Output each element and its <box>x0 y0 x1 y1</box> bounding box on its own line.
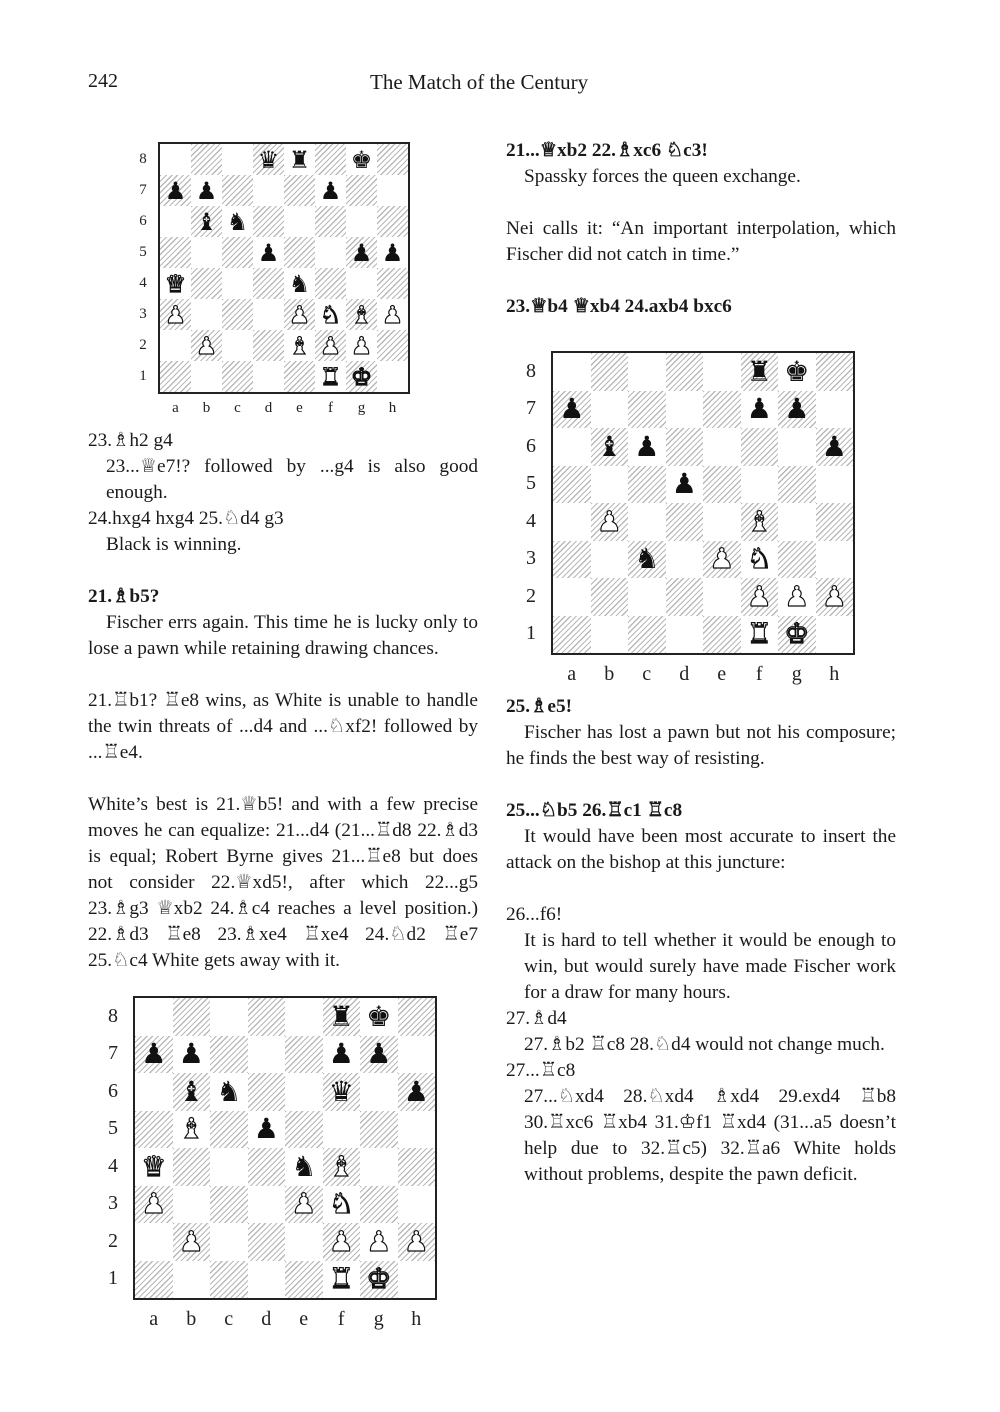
black-pawn-icon: ♟ <box>164 176 187 205</box>
square-c4 <box>628 503 666 541</box>
square-h7 <box>816 391 854 429</box>
square-e7 <box>284 175 315 206</box>
square-e7 <box>703 391 741 429</box>
square-d6 <box>666 428 704 466</box>
white-knight-icon: ♞ <box>746 542 772 576</box>
square-e5 <box>703 466 741 504</box>
move-line: 27...♖c8 <box>506 1060 576 1081</box>
square-a5 <box>553 466 591 504</box>
square-c3 <box>222 299 253 330</box>
square-a1 <box>160 361 191 392</box>
square-b5 <box>191 237 222 268</box>
white-bishop-icon: ♝ <box>178 1112 204 1146</box>
square-e6 <box>285 1073 323 1111</box>
black-bishop-icon: ♝ <box>195 207 218 236</box>
square-c2 <box>222 330 253 361</box>
white-pawn-icon: ♟ <box>319 331 342 360</box>
file-label: f <box>755 663 763 685</box>
right-column-top <box>506 138 896 320</box>
square-g6 <box>346 206 377 237</box>
file-label: b <box>604 663 615 685</box>
square-h4 <box>816 503 854 541</box>
rank-label: 2 <box>526 584 536 607</box>
square-b8 <box>191 144 222 175</box>
square-f5 <box>323 1111 361 1149</box>
square-c5 <box>628 466 666 504</box>
square-a4 <box>553 503 591 541</box>
square-c8 <box>222 144 253 175</box>
square-e6 <box>284 206 315 237</box>
square-a6 <box>553 428 591 466</box>
file-label: a <box>172 400 179 416</box>
rank-label: 7 <box>526 397 536 420</box>
square-c8 <box>210 998 248 1036</box>
rank-label: 4 <box>139 274 147 291</box>
square-d1 <box>248 1261 286 1299</box>
square-c7 <box>222 175 253 206</box>
square-f8 <box>315 144 346 175</box>
white-pawn-icon: ♟ <box>328 1224 354 1258</box>
square-g5 <box>360 1111 398 1149</box>
square-d4 <box>253 268 284 299</box>
square-e4 <box>703 503 741 541</box>
file-label: f <box>328 400 333 416</box>
square-g4 <box>778 503 816 541</box>
square-f4 <box>315 268 346 299</box>
square-h5 <box>816 466 854 504</box>
move-heading: 21...♕xb2 22.♗xc6 ♘c3! <box>506 140 708 161</box>
square-h7 <box>398 1036 436 1074</box>
left-column <box>88 428 478 974</box>
chessboard <box>551 351 855 655</box>
white-pawn-icon: ♟ <box>381 300 404 329</box>
square-a2 <box>160 330 191 361</box>
black-pawn-icon: ♟ <box>403 1074 429 1108</box>
square-e7 <box>285 1036 323 1074</box>
white-king-icon: ♚ <box>784 617 810 651</box>
move-line: 26...f6! <box>506 904 563 925</box>
square-g6 <box>360 1073 398 1111</box>
annotation: 21.♖b1? ♖e8 wins, as White is unable to handle the twin threats of ...d4 and ...♘xf2! followed by ...♖e4. <box>88 690 478 763</box>
black-pawn-icon: ♟ <box>350 238 373 267</box>
square-e2 <box>285 1223 323 1261</box>
rank-label: 6 <box>108 1079 118 1102</box>
square-f5 <box>315 237 346 268</box>
square-a5 <box>135 1111 173 1149</box>
square-a8 <box>553 353 591 391</box>
white-king-icon: ♚ <box>350 362 373 391</box>
file-label: h <box>411 1308 422 1330</box>
black-pawn-icon: ♟ <box>195 176 218 205</box>
square-e8 <box>285 998 323 1036</box>
square-h5 <box>398 1111 436 1149</box>
white-king-icon: ♚ <box>366 1262 392 1296</box>
file-label: c <box>234 400 241 416</box>
square-d7 <box>666 391 704 429</box>
white-pawn-icon: ♟ <box>178 1224 204 1258</box>
white-pawn-icon: ♟ <box>403 1224 429 1258</box>
file-label: a <box>567 663 577 685</box>
rank-label: 3 <box>108 1192 118 1215</box>
square-b4 <box>191 268 222 299</box>
black-pawn-icon: ♟ <box>559 392 585 426</box>
white-pawn-icon: ♟ <box>366 1224 392 1258</box>
square-e1 <box>703 616 741 654</box>
annotation: 27.♗b2 ♖c8 28.♘d4 would not change much. <box>524 1034 885 1055</box>
square-h1 <box>377 361 408 392</box>
square-c7 <box>210 1036 248 1074</box>
square-a1 <box>135 1261 173 1299</box>
square-b3 <box>591 541 629 579</box>
file-label: b <box>186 1308 197 1330</box>
rank-label: 1 <box>139 367 147 384</box>
white-pawn-icon: ♟ <box>141 1187 167 1221</box>
black-pawn-icon: ♟ <box>821 429 847 463</box>
square-b1 <box>191 361 222 392</box>
move-line: 27.♗d4 <box>506 1008 567 1029</box>
square-h1 <box>398 1261 436 1299</box>
black-pawn-icon: ♟ <box>141 1037 167 1071</box>
white-bishop-icon: ♝ <box>328 1149 354 1183</box>
black-bishop-icon: ♝ <box>178 1074 204 1108</box>
rank-label: 5 <box>526 472 536 495</box>
white-rook-icon: ♜ <box>319 362 342 391</box>
black-king-icon: ♚ <box>366 999 392 1033</box>
square-d8 <box>666 353 704 391</box>
black-rook-icon: ♜ <box>288 145 311 174</box>
square-a8 <box>135 998 173 1036</box>
white-pawn-icon: ♟ <box>709 542 735 576</box>
file-label: a <box>149 1308 159 1330</box>
black-pawn-icon: ♟ <box>319 176 342 205</box>
square-c4 <box>222 268 253 299</box>
square-d7 <box>248 1036 286 1074</box>
square-b8 <box>173 998 211 1036</box>
file-label: d <box>261 1308 272 1330</box>
white-knight-icon: ♞ <box>319 300 342 329</box>
square-e6 <box>703 428 741 466</box>
rank-label: 4 <box>526 509 536 532</box>
file-label: c <box>642 663 652 685</box>
black-knight-icon: ♞ <box>291 1149 317 1183</box>
move-line: 23.♗h2 g4 <box>88 430 173 451</box>
annotation: Black is winning. <box>106 534 242 555</box>
square-h4 <box>398 1148 436 1186</box>
square-a2 <box>553 578 591 616</box>
square-d3 <box>666 541 704 579</box>
square-c5 <box>210 1111 248 1149</box>
black-pawn-icon: ♟ <box>671 467 697 501</box>
black-rook-icon: ♜ <box>746 354 772 388</box>
square-c2 <box>210 1223 248 1261</box>
black-king-icon: ♚ <box>350 145 373 174</box>
file-label: g <box>357 400 366 416</box>
move-heading: 25.♗e5! <box>506 696 573 717</box>
black-pawn-icon: ♟ <box>178 1037 204 1071</box>
square-g4 <box>360 1148 398 1186</box>
black-pawn-icon: ♟ <box>253 1112 279 1146</box>
square-a6 <box>160 206 191 237</box>
black-pawn-icon: ♟ <box>328 1037 354 1071</box>
file-label: f <box>337 1308 345 1330</box>
rank-label: 5 <box>139 243 147 260</box>
square-d2 <box>666 578 704 616</box>
square-g3 <box>360 1186 398 1224</box>
square-h8 <box>377 144 408 175</box>
white-queen-icon: ♛ <box>164 269 187 298</box>
square-e8 <box>703 353 741 391</box>
white-pawn-icon: ♟ <box>291 1187 317 1221</box>
rank-label: 7 <box>108 1042 118 1065</box>
square-c8 <box>628 353 666 391</box>
chessboard <box>133 996 437 1300</box>
square-b8 <box>591 353 629 391</box>
black-knight-icon: ♞ <box>226 207 249 236</box>
rank-label: 8 <box>139 150 147 167</box>
square-f6 <box>315 206 346 237</box>
square-c3 <box>210 1186 248 1224</box>
file-label: e <box>296 400 303 416</box>
black-pawn-icon: ♟ <box>366 1037 392 1071</box>
square-b4 <box>173 1148 211 1186</box>
white-bishop-icon: ♝ <box>288 331 311 360</box>
black-bishop-icon: ♝ <box>596 429 622 463</box>
black-pawn-icon: ♟ <box>746 392 772 426</box>
square-b3 <box>173 1186 211 1224</box>
white-pawn-icon: ♟ <box>164 300 187 329</box>
annotation: Fischer errs again. This time he is lucky only to lose a pawn while retaining drawing chances. <box>88 612 478 659</box>
annotation: Nei calls it: “An important interpolation, which Fischer did not catch in time.” <box>506 218 896 265</box>
black-queen-icon: ♛ <box>328 1074 354 1108</box>
black-pawn-icon: ♟ <box>784 392 810 426</box>
square-e1 <box>284 361 315 392</box>
square-b3 <box>191 299 222 330</box>
file-label: d <box>679 663 690 685</box>
rank-label: 2 <box>139 336 147 353</box>
running-head: The Match of the Century <box>370 70 589 94</box>
rank-label: 3 <box>139 305 147 322</box>
black-knight-icon: ♞ <box>288 269 311 298</box>
square-b7 <box>591 391 629 429</box>
file-label: g <box>791 663 802 685</box>
square-d1 <box>666 616 704 654</box>
move-heading: 25...♘b5 26.♖c1 ♖c8 <box>506 800 683 821</box>
square-h6 <box>377 206 408 237</box>
square-g4 <box>346 268 377 299</box>
file-label: c <box>224 1308 234 1330</box>
file-label: h <box>388 400 397 416</box>
square-h7 <box>377 175 408 206</box>
file-label: d <box>264 400 273 416</box>
square-d4 <box>248 1148 286 1186</box>
white-pawn-icon: ♟ <box>596 504 622 538</box>
square-d3 <box>253 299 284 330</box>
black-knight-icon: ♞ <box>216 1074 242 1108</box>
square-b1 <box>591 616 629 654</box>
white-pawn-icon: ♟ <box>288 300 311 329</box>
square-h8 <box>816 353 854 391</box>
annotation: Fischer has lost a pawn but not his composure; he finds the best way of resisting. <box>506 722 896 769</box>
rank-label: 2 <box>108 1229 118 1252</box>
square-a2 <box>135 1223 173 1261</box>
square-b5 <box>591 466 629 504</box>
annotation: 23...♕e7!? followed by ...g4 is also good enough. <box>106 456 478 503</box>
square-a3 <box>553 541 591 579</box>
white-pawn-icon: ♟ <box>784 579 810 613</box>
square-c1 <box>628 616 666 654</box>
square-h1 <box>816 616 854 654</box>
white-rook-icon: ♜ <box>328 1262 354 1296</box>
page-number: 242 <box>88 70 118 92</box>
rank-label: 5 <box>108 1117 118 1140</box>
square-f6 <box>741 428 779 466</box>
square-a8 <box>160 144 191 175</box>
square-h4 <box>377 268 408 299</box>
file-label: h <box>829 663 840 685</box>
annotation: It would have been most accurate to insert the attack on the bishop at this juncture: <box>506 826 896 873</box>
square-g6 <box>778 428 816 466</box>
square-h3 <box>398 1186 436 1224</box>
square-d2 <box>248 1223 286 1261</box>
black-king-icon: ♚ <box>784 354 810 388</box>
black-pawn-icon: ♟ <box>634 429 660 463</box>
square-d1 <box>253 361 284 392</box>
move-heading: 23.♕b4 ♕xb4 24.axb4 bxc6 <box>506 296 732 317</box>
white-pawn-icon: ♟ <box>350 331 373 360</box>
white-pawn-icon: ♟ <box>821 579 847 613</box>
move-line: 24.hxg4 hxg4 25.♘d4 g3 <box>88 508 284 529</box>
right-column-bottom <box>506 694 896 1188</box>
square-h3 <box>816 541 854 579</box>
rank-label: 8 <box>526 359 536 382</box>
rank-label: 1 <box>526 622 536 645</box>
move-heading: 21.♗b5? <box>88 586 160 607</box>
annotation: White’s best is 21.♕b5! and with a few precise moves he can equalize: 21...d4 (21...♖d8 22.♗d3 is equal; Robert Byrne gives 21...♖e8 but does not consider 22.♕xd5!, after which 22...g5 23.♗g3 ♕xb2 24.♗c4 reaches a level position.) 22.♗d3 ♖e8 23.♗xe4 ♖xe4 24.♘d2 ♖e7 25.♘c4 White gets away with it. <box>88 794 478 971</box>
black-knight-icon: ♞ <box>634 542 660 576</box>
annotation: It is hard to tell whether it would be enough to win, but would surely have made Fischer work for a draw for many hours. <box>524 930 896 1003</box>
rank-label: 6 <box>526 434 536 457</box>
square-h8 <box>398 998 436 1036</box>
white-pawn-icon: ♟ <box>195 331 218 360</box>
square-c7 <box>628 391 666 429</box>
square-f5 <box>741 466 779 504</box>
rank-label: 3 <box>526 547 536 570</box>
square-b1 <box>173 1261 211 1299</box>
black-pawn-icon: ♟ <box>257 238 280 267</box>
square-d4 <box>666 503 704 541</box>
square-g7 <box>346 175 377 206</box>
square-e5 <box>284 237 315 268</box>
square-c1 <box>222 361 253 392</box>
white-queen-icon: ♛ <box>141 1149 167 1183</box>
white-bishop-icon: ♝ <box>746 504 772 538</box>
rank-label: 1 <box>108 1267 118 1290</box>
black-rook-icon: ♜ <box>328 999 354 1033</box>
square-a6 <box>135 1073 173 1111</box>
square-e2 <box>703 578 741 616</box>
square-g3 <box>778 541 816 579</box>
square-c5 <box>222 237 253 268</box>
white-rook-icon: ♜ <box>746 617 772 651</box>
rank-label: 4 <box>108 1154 118 1177</box>
annotation: Spassky forces the queen exchange. <box>524 166 801 187</box>
square-d6 <box>253 206 284 237</box>
annotation: 27...♘xd4 28.♘xd4 ♗xd4 29.exd4 ♖b8 30.♖xc6 ♖xb4 31.♔f1 ♖xd4 (31...a5 doesn’t help due to 32.♖c5) 32.♖a6 White holds without problems, despite the pawn deficit. <box>524 1086 896 1185</box>
square-b2 <box>591 578 629 616</box>
file-label: e <box>717 663 727 685</box>
square-d3 <box>248 1186 286 1224</box>
white-pawn-icon: ♟ <box>746 579 772 613</box>
black-pawn-icon: ♟ <box>381 238 404 267</box>
square-e1 <box>285 1261 323 1299</box>
white-bishop-icon: ♝ <box>350 300 373 329</box>
square-d6 <box>248 1073 286 1111</box>
chessboard <box>158 142 410 394</box>
file-label: b <box>202 400 211 416</box>
rank-label: 6 <box>139 212 147 229</box>
square-a5 <box>160 237 191 268</box>
square-d2 <box>253 330 284 361</box>
square-d7 <box>253 175 284 206</box>
rank-label: 7 <box>139 181 147 198</box>
file-label: g <box>373 1308 384 1330</box>
square-c2 <box>628 578 666 616</box>
square-c4 <box>210 1148 248 1186</box>
square-g5 <box>778 466 816 504</box>
black-queen-icon: ♛ <box>257 145 280 174</box>
square-e5 <box>285 1111 323 1149</box>
white-knight-icon: ♞ <box>328 1187 354 1221</box>
square-d8 <box>248 998 286 1036</box>
rank-label: 8 <box>108 1004 118 1027</box>
square-c1 <box>210 1261 248 1299</box>
file-label: e <box>299 1308 309 1330</box>
square-a1 <box>553 616 591 654</box>
square-h2 <box>377 330 408 361</box>
